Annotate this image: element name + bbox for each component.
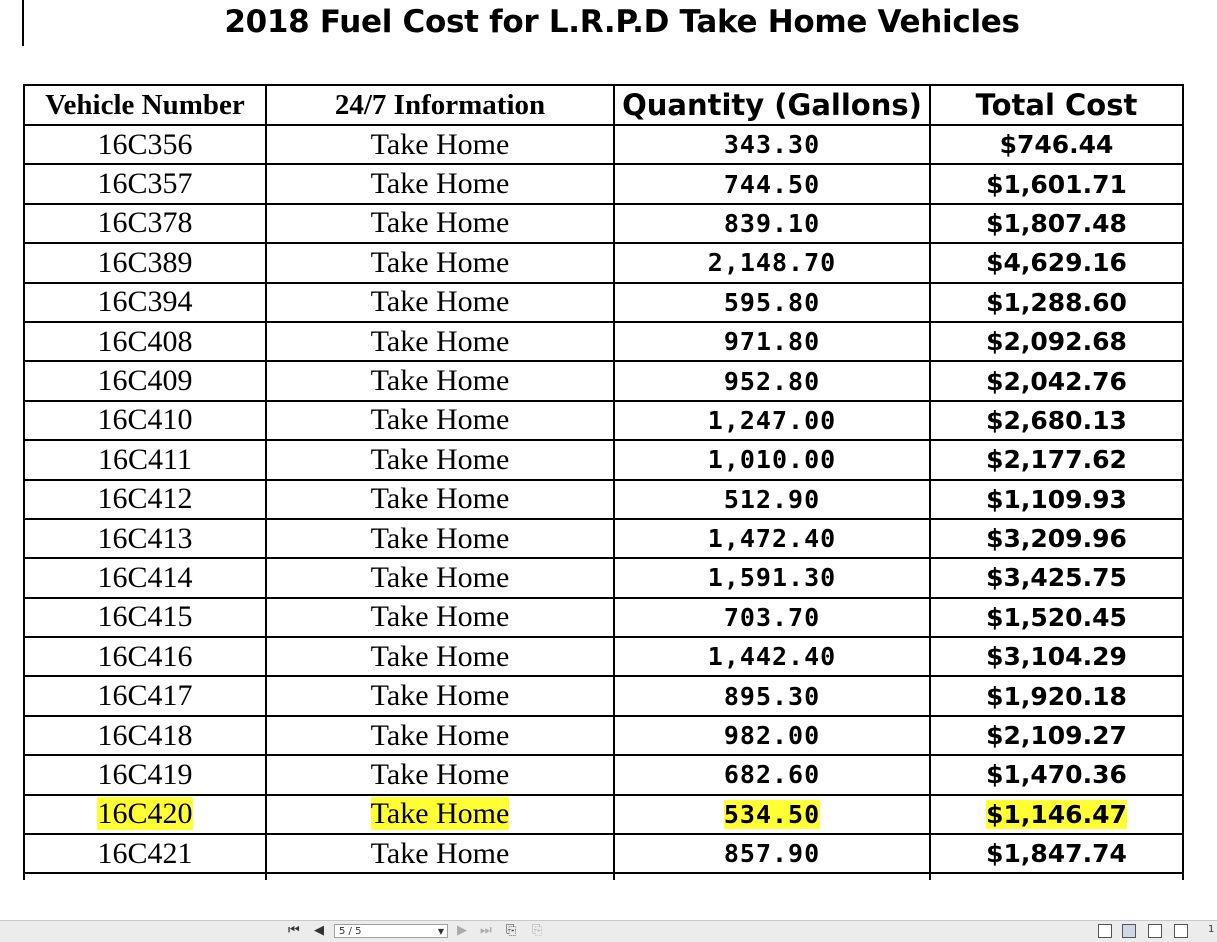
quantity-cell <box>614 755 930 794</box>
total-cost-cell <box>930 637 1183 676</box>
total-cost-cell-text: $2,680.13 <box>986 405 1127 435</box>
table-row <box>24 480 1183 519</box>
quantity-cell <box>614 795 930 834</box>
vehicle-number-cell-text: 16C413 <box>97 521 193 555</box>
quantity-cell <box>614 676 930 715</box>
table-row <box>24 361 1183 400</box>
info-cell-text: Take Home <box>370 482 510 516</box>
table-row <box>24 204 1183 243</box>
quantity-cell-text: 343.30 <box>723 130 821 160</box>
vehicle-number-cell <box>24 440 266 479</box>
next-page-icon[interactable]: ▶ <box>457 923 467 938</box>
quantity-cell <box>614 558 930 597</box>
total-cost-cell-text: $3,209.96 <box>986 524 1127 554</box>
last-page-icon[interactable]: ⏭ <box>480 923 492 938</box>
quantity-cell-text: 512.90 <box>723 484 821 514</box>
info-cell <box>266 834 614 873</box>
chevron-down-icon: ▼ <box>437 927 444 936</box>
fuel-cost-table <box>23 84 1184 880</box>
info-cell-text: Take Home <box>370 600 510 634</box>
vehicle-number-cell-text: 16C418 <box>97 718 193 752</box>
cutoff-cell <box>24 873 266 880</box>
total-cost-cell-text: $1,288.60 <box>986 287 1127 317</box>
total-cost-cell <box>930 243 1183 282</box>
total-cost-cell <box>930 716 1183 755</box>
page-indicator: 5 / 5 <box>339 926 362 937</box>
vehicle-number-cell-text: 16C357 <box>97 167 193 201</box>
page-number-select[interactable] <box>334 924 448 938</box>
table-row <box>24 795 1183 834</box>
info-cell <box>266 204 614 243</box>
total-cost-cell-text: $2,109.27 <box>986 721 1127 751</box>
info-cell-text: Take Home <box>370 797 510 831</box>
table-row <box>24 164 1183 203</box>
viewer-status-bar <box>0 920 1217 942</box>
total-cost-cell <box>930 125 1183 164</box>
total-cost-cell <box>930 204 1183 243</box>
info-cell-text: Take Home <box>370 285 510 319</box>
vehicle-number-cell <box>24 164 266 203</box>
copy-page-icon[interactable]: ⎘ <box>506 923 517 938</box>
table-row <box>24 440 1183 479</box>
total-cost-cell <box>930 283 1183 322</box>
vehicle-number-cell-text: 16C415 <box>97 600 193 634</box>
quantity-cell <box>614 401 930 440</box>
quantity-cell-text: 982.00 <box>723 721 821 751</box>
quantity-cell-text: 1,010.00 <box>707 445 837 475</box>
vehicle-number-cell-text: 16C408 <box>97 324 193 358</box>
total-cost-cell-text: $1,601.71 <box>986 169 1127 199</box>
info-cell <box>266 283 614 322</box>
total-cost-cell <box>930 322 1183 361</box>
info-cell-text: Take Home <box>370 403 510 437</box>
quantity-cell <box>614 164 930 203</box>
info-cell-text: Take Home <box>370 324 510 358</box>
info-cell-text: Take Home <box>370 442 510 476</box>
table-header-row <box>24 85 1183 125</box>
info-cell <box>266 519 614 558</box>
total-cost-cell <box>930 598 1183 637</box>
vehicle-number-cell <box>24 401 266 440</box>
table-row <box>24 322 1183 361</box>
total-cost-cell-text: $1,807.48 <box>986 208 1127 238</box>
vehicle-number-cell-text: 16C419 <box>97 757 193 791</box>
total-cost-cell-text: $3,104.29 <box>986 642 1127 672</box>
total-cost-cell-text: $2,042.76 <box>986 366 1127 396</box>
cutoff-cell <box>614 873 930 880</box>
vehicle-number-cell <box>24 519 266 558</box>
quantity-cell <box>614 480 930 519</box>
vehicle-number-cell-text: 16C421 <box>97 836 193 870</box>
info-cell <box>266 795 614 834</box>
table-row <box>24 676 1183 715</box>
quantity-cell <box>614 204 930 243</box>
info-cell <box>266 716 614 755</box>
quantity-cell <box>614 440 930 479</box>
table-row <box>24 716 1183 755</box>
quantity-cell <box>614 519 930 558</box>
table-row <box>24 598 1183 637</box>
quantity-cell-text: 1,442.40 <box>707 642 837 672</box>
quantity-cell-text: 595.80 <box>723 287 821 317</box>
info-cell <box>266 164 614 203</box>
info-cell <box>266 598 614 637</box>
vehicle-number-cell <box>24 361 266 400</box>
first-page-icon[interactable]: ⏮ <box>288 923 300 938</box>
info-cell-text: Take Home <box>370 718 510 752</box>
vehicle-number-cell-text: 16C356 <box>97 127 193 161</box>
vehicle-number-cell <box>24 125 266 164</box>
info-cell-text: Take Home <box>370 206 510 240</box>
total-cost-cell-text: $2,177.62 <box>986 445 1127 475</box>
info-cell-text: Take Home <box>370 560 510 594</box>
info-cell <box>266 676 614 715</box>
info-cell <box>266 480 614 519</box>
column-header-quantity: Quantity (Gallons) <box>614 85 930 125</box>
vehicle-number-cell <box>24 795 266 834</box>
two-page-view-icon[interactable] <box>1148 924 1162 938</box>
vehicle-number-cell <box>24 204 266 243</box>
total-cost-cell-text: $1,920.18 <box>986 681 1127 711</box>
vehicle-number-cell-text: 16C416 <box>97 639 193 673</box>
info-cell <box>266 125 614 164</box>
info-cell-text: Take Home <box>370 167 510 201</box>
total-cost-cell-text: $3,425.75 <box>986 563 1127 593</box>
vehicle-number-cell-text: 16C420 <box>97 797 193 831</box>
quantity-cell-text: 1,591.30 <box>707 563 837 593</box>
total-cost-cell-text: $4,629.16 <box>986 248 1127 278</box>
table-row-cutoff <box>24 873 1183 880</box>
column-header-vehicle-number: Vehicle Number <box>24 85 266 125</box>
total-cost-cell <box>930 164 1183 203</box>
quantity-cell-text: 971.80 <box>723 327 821 357</box>
vehicle-number-cell <box>24 558 266 597</box>
quantity-cell <box>614 125 930 164</box>
continuous-view-icon[interactable] <box>1122 924 1136 938</box>
vehicle-number-cell-text: 16C414 <box>97 560 193 594</box>
quantity-cell-text: 744.50 <box>723 169 821 199</box>
table-row <box>24 637 1183 676</box>
column-header-24-7-information: 24/7 Information <box>266 85 614 125</box>
previous-page-icon[interactable]: ◀ <box>314 923 324 938</box>
vehicle-number-cell-text: 16C389 <box>97 245 193 279</box>
quantity-cell <box>614 243 930 282</box>
two-page-continuous-view-icon[interactable] <box>1174 924 1188 938</box>
total-cost-cell-text: $1,470.36 <box>986 760 1127 790</box>
vehicle-number-cell <box>24 283 266 322</box>
vehicle-number-cell <box>24 834 266 873</box>
vehicle-number-cell-text: 16C410 <box>97 403 193 437</box>
table-row <box>24 519 1183 558</box>
info-cell-text: Take Home <box>370 679 510 713</box>
total-cost-cell-text: $2,092.68 <box>986 327 1127 357</box>
vehicle-number-cell-text: 16C412 <box>97 482 193 516</box>
vehicle-number-cell-text: 16C417 <box>97 679 193 713</box>
quantity-cell-text: 857.90 <box>723 839 821 869</box>
info-cell <box>266 440 614 479</box>
quantity-cell <box>614 283 930 322</box>
total-cost-cell <box>930 361 1183 400</box>
info-cell <box>266 322 614 361</box>
total-cost-cell-text: $1,146.47 <box>986 799 1127 829</box>
vehicle-number-cell <box>24 716 266 755</box>
paste-page-icon[interactable]: ⎘ <box>532 923 543 938</box>
total-cost-cell-text: $1,847.74 <box>986 839 1127 869</box>
quantity-cell <box>614 598 930 637</box>
total-cost-cell <box>930 676 1183 715</box>
info-cell-text: Take Home <box>370 245 510 279</box>
vehicle-number-cell-text: 16C409 <box>97 364 193 398</box>
zoom-level[interactable]: 1 <box>1208 924 1215 935</box>
quantity-cell <box>614 716 930 755</box>
single-page-view-icon[interactable] <box>1098 924 1112 938</box>
vehicle-number-cell <box>24 676 266 715</box>
total-cost-cell-text: $1,520.45 <box>986 602 1127 632</box>
quantity-cell-text: 703.70 <box>723 602 821 632</box>
quantity-cell <box>614 361 930 400</box>
vehicle-number-cell-text: 16C378 <box>97 206 193 240</box>
vehicle-number-cell-text: 16C394 <box>97 285 193 319</box>
quantity-cell-text: 952.80 <box>723 366 821 396</box>
quantity-cell-text: 839.10 <box>723 208 821 238</box>
total-cost-cell <box>930 795 1183 834</box>
total-cost-cell-text: $1,109.93 <box>986 484 1127 514</box>
cutoff-cell <box>266 873 614 880</box>
table-row <box>24 558 1183 597</box>
table-row <box>24 755 1183 794</box>
info-cell <box>266 558 614 597</box>
info-cell <box>266 401 614 440</box>
quantity-cell-text: 534.50 <box>723 799 821 829</box>
quantity-cell-text: 682.60 <box>723 760 821 790</box>
table-row <box>24 834 1183 873</box>
total-cost-cell <box>930 440 1183 479</box>
vehicle-number-cell <box>24 598 266 637</box>
info-cell <box>266 637 614 676</box>
info-cell <box>266 755 614 794</box>
total-cost-cell <box>930 834 1183 873</box>
table-row <box>24 283 1183 322</box>
total-cost-cell <box>930 401 1183 440</box>
quantity-cell-text: 895.30 <box>723 681 821 711</box>
vehicle-number-cell <box>24 243 266 282</box>
quantity-cell-text: 1,247.00 <box>707 405 837 435</box>
quantity-cell-text: 1,472.40 <box>707 524 837 554</box>
info-cell-text: Take Home <box>370 639 510 673</box>
info-cell-text: Take Home <box>370 836 510 870</box>
quantity-cell-text: 2,148.70 <box>707 248 837 278</box>
vehicle-number-cell <box>24 637 266 676</box>
info-cell <box>266 361 614 400</box>
total-cost-cell <box>930 519 1183 558</box>
table-row <box>24 125 1183 164</box>
table-row <box>24 243 1183 282</box>
quantity-cell <box>614 637 930 676</box>
info-cell-text: Take Home <box>370 757 510 791</box>
total-cost-cell <box>930 755 1183 794</box>
document-title: 2018 Fuel Cost for L.R.P.D Take Home Vehicles <box>224 4 1020 40</box>
info-cell-text: Take Home <box>370 521 510 555</box>
vehicle-number-cell <box>24 322 266 361</box>
vehicle-number-cell-text: 16C411 <box>98 442 192 476</box>
info-cell-text: Take Home <box>370 127 510 161</box>
total-cost-cell <box>930 558 1183 597</box>
total-cost-cell-text: $746.44 <box>999 130 1114 160</box>
column-header-total-cost: Total Cost <box>930 85 1183 125</box>
total-cost-cell <box>930 480 1183 519</box>
vehicle-number-cell <box>24 755 266 794</box>
info-cell-text: Take Home <box>370 364 510 398</box>
table-row <box>24 401 1183 440</box>
quantity-cell <box>614 322 930 361</box>
vehicle-number-cell <box>24 480 266 519</box>
info-cell <box>266 243 614 282</box>
quantity-cell <box>614 834 930 873</box>
cutoff-cell <box>930 873 1183 880</box>
